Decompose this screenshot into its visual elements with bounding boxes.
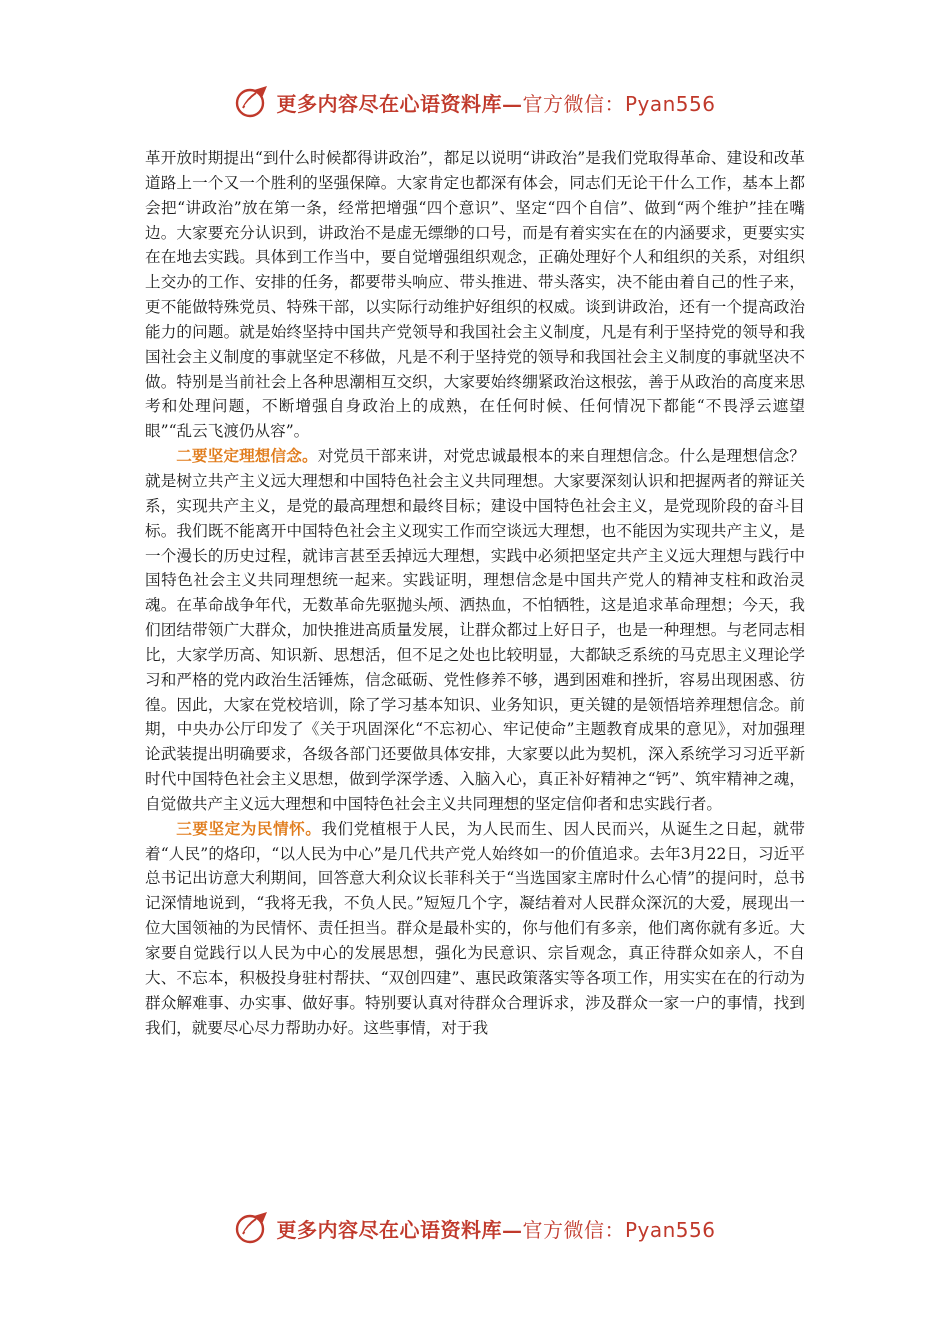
footer-banner-inner [234,1210,715,1246]
paragraph-3-heading: 三要坚定为民情怀。 [176,818,322,838]
header-banner-main: 更多内容尽在心语资料库— [276,91,523,116]
footer-banner-wechat: 官方微信：Pyan556 [522,1217,716,1242]
pen-logo-icon [234,1210,270,1246]
footer-banner [0,1208,950,1248]
paragraph-3-text: 我们党植根于人民，为人民而生、因人民而兴，从诞生之日起，就带着“人民”的烙印，“以人民为中心”是几代共产党人始终如一的价值追求。去年3月22日，习近平总书记出访意大利期间，回答意大利众议长菲科关于“当选国家主席时什么心情”的提问时，总书记深情地说到，“我将无我，不负人民。”短短几个字，凝结着对人民群众深沉的大爱，展现出一位大国领袖的为民情怀、责任担当。群众是最朴实的，你与他们有多亲，他们离你就有多近。大家要自觉践行以人民为中心的发展思想，强化为民意识、宗旨观念，真正待群众如亲人，不自大、不忘本，积极投身驻村帮扶、“双创四建”、惠民政策落实等各项工作，用实实在在的行动为群众解难事、办实事、做好事。特别要认真对待群众合理诉求，涉及群众一家一户的事情，找到我们，就要尽心尽力帮助办好。这些事情，对于我 [145,819,805,1037]
paragraph-2-text: 对党员干部来讲，对党忠诚最根本的来自理想信念。什么是理想信念？就是树立共产主义远大理想和中国特色社会主义共同理想。大家要深刻认识和把握两者的辩证关系，实现共产主义，是党的最高理想和最终目标；建设中国特色社会主义，是党现阶段的奋斗目标。我们既不能离开中国特色社会主义现实工作而空谈远大理想，也不能因为实现共产主义，是一个漫长的历史过程，就讳言甚至丢掉远大理想，实践中必须把坚定共产主义远大理想与践行中国特色社会主义共同理想统一起来。实践证明，理想信念是中国共产党人的精神支柱和政治灵魂。在革命战争年代，无数革命先驱抛头颅、洒热血，不怕牺牲，这是追求革命理想；今天，我们团结带领广大群众，加快推进高质量发展，让群众都过上好日子，也是一种理想。与老同志相比，大家学历高、知识新、思想活，但不足之处也比较明显，大都缺乏系统的马克思主义理论学习和严格的党内政治生活锤炼，信念砥砺、党性修养不够，遇到困难和挫折，容易出现困惑、彷徨。因此，大家在党校培训，除了学习基本知识、业务知识，更关键的是领悟培养理想信念。前期，中央办公厅印发了《关于巩固深化“不忘初心、牢记使命”主题教育成果的意见》，对加强理论武装提出明确要求，各级各部门还要做具体安排，大家要以此为契机，深入系统学习习近平新时代中国特色社会主义思想，做到学深学透、入脑入心，真正补好精神之“钙”、筑牢精神之魂，自觉做共产主义远大理想和中国特色社会主义共同理想的坚定信仰者和忠实践行者。 [145,447,805,813]
header-banner [0,82,950,122]
paragraph-2 [145,444,805,817]
paragraph-1 [145,146,805,444]
pen-logo-icon [234,84,270,120]
header-banner-inner [234,84,715,120]
paragraph-3 [145,817,805,1041]
paragraph-2-heading: 二要坚定理想信念。 [176,446,318,466]
paragraph-1-text: 革开放时期提出“到什么时候都得讲政治”，都足以说明“讲政治”是我们党取得革命、建设和改革道路上一个又一个胜利的坚强保障。大家肯定也都深有体会，同志们无论干什么工作，基本上都会把“讲政治”放在第一条，经常把增强“四个意识”、坚定“四个自信”、做到“两个维护”挂在嘴边。大家要充分认识到，讲政治不是虚无缥缈的口号，而是有着实实在在的内涵要求，更要实实在在地去实践。具体到工作当中，要自觉增强组织观念，正确处理好个人和组织的关系，对组织上交办的工作、安排的任务，都要带头响应、带头推进、带头落实，决不能由着自己的性子来，更不能做特殊党员、特殊干部，以实际行动维护好组织的权威。谈到讲政治，还有一个提高政治能力的问题。就是始终坚持中国共产党领导和我国社会主义制度，凡是有利于坚持党的领导和我国社会主义制度的事就坚定不移做，凡是不利于坚持党的领导和我国社会主义制度的事就坚决不做。特别是当前社会上各种思潮相互交织，大家要始终绷紧政治这根弦，善于从政治的高度来思考和处理问题，不断增强自身政治上的成熟，在任何时候、任何情况下都能“不畏浮云遮望眼”“乱云飞渡仍从容”。 [145,149,805,441]
header-banner-text [276,88,715,117]
footer-banner-text [276,1214,715,1243]
document-body [145,146,805,1040]
header-banner-wechat: 官方微信：Pyan556 [522,91,716,116]
footer-banner-main: 更多内容尽在心语资料库— [276,1217,523,1242]
